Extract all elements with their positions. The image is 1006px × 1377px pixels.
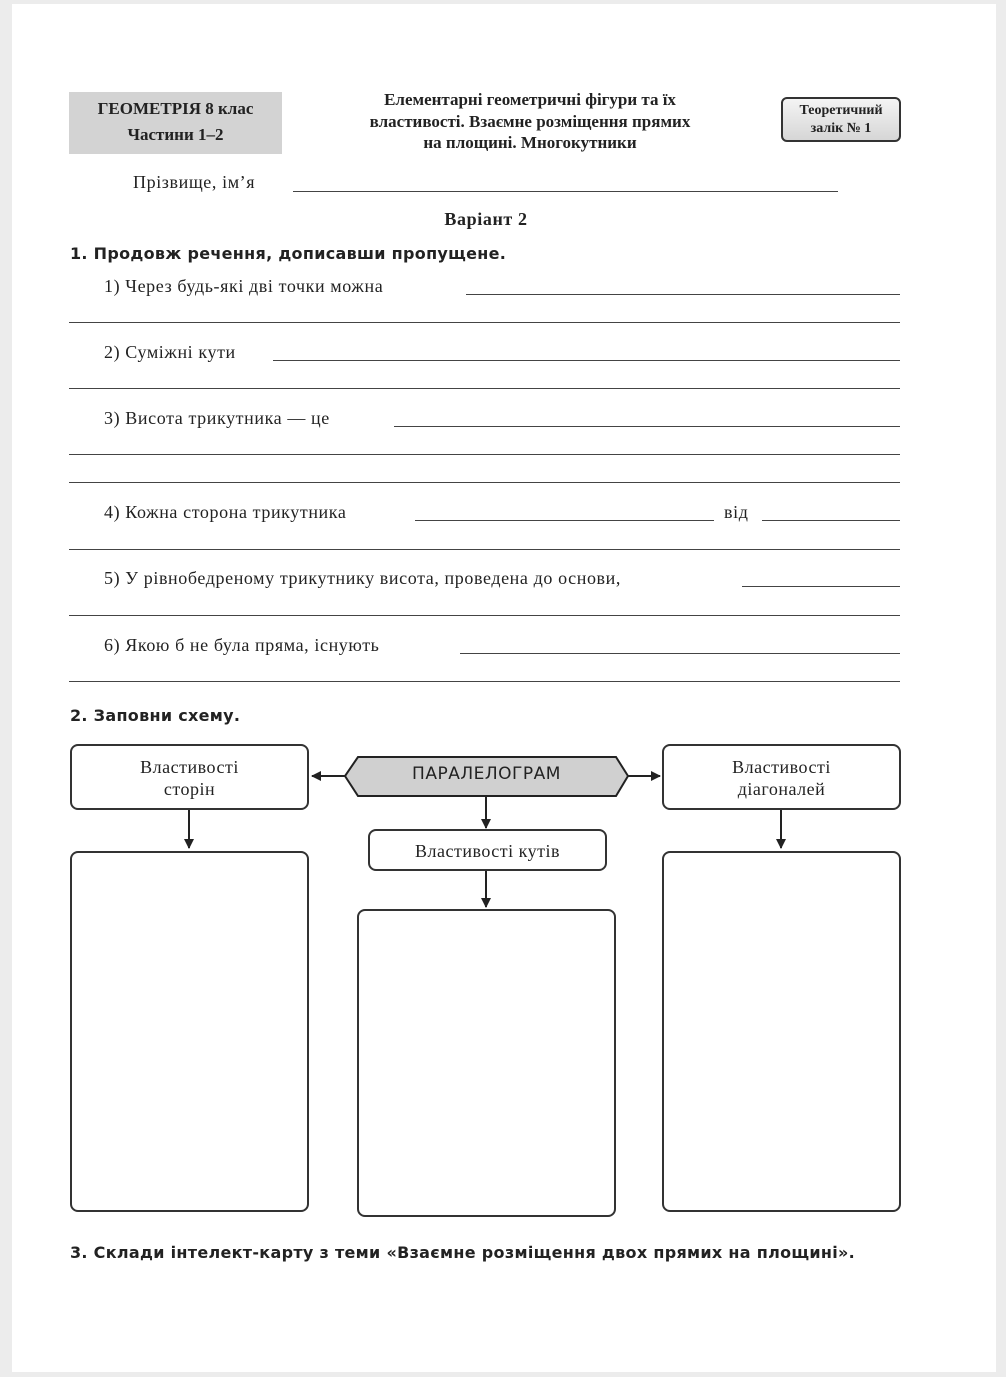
angles-properties-box: [368, 829, 607, 871]
sides-properties-box: [70, 744, 309, 810]
badge-line: залік № 1: [810, 121, 872, 136]
task1-heading: 1. Продовж речення, дописавши пропущене.: [70, 244, 507, 263]
diagonals-properties-box: [662, 744, 901, 810]
box-label: Властивості: [140, 757, 239, 777]
box-label: Властивості кутів: [414, 841, 560, 861]
task2-heading: 2. Заповни схему.: [70, 706, 241, 725]
box-label: діагоналей: [737, 779, 826, 799]
task1-item: 2) Суміжні кути: [104, 342, 236, 362]
box-label: сторін: [163, 779, 216, 799]
task1-item: 4) Кожна сторона трикутника: [104, 502, 347, 522]
task1-item: 5) У рівнобедреному трикутнику висота, проведена до основи,: [104, 568, 621, 588]
task1-item: 1) Через будь-які дві точки можна: [104, 276, 384, 296]
diagonals-answer-box[interactable]: [662, 851, 901, 1212]
name-label: Прізвище, ім’я: [133, 172, 256, 192]
variant-label: Варіант 2: [444, 209, 528, 229]
badge-line: Теоретичний: [799, 103, 883, 118]
angles-answer-box[interactable]: [357, 909, 616, 1217]
item4-from-label: від: [724, 502, 749, 522]
title-line: на площині. Многокутники: [423, 133, 637, 152]
task3-heading: 3. Склади інтелект-карту з теми «Взаємне розміщення двох прямих на площині».: [70, 1243, 856, 1262]
sides-answer-box[interactable]: [70, 851, 309, 1212]
box-label: Властивості: [732, 757, 831, 777]
parallelogram-label: ПАРАЛЕЛОГРАМ: [412, 764, 561, 784]
task1-item: 3) Висота трикутника — це: [104, 408, 330, 428]
task1-item: 6) Якою б не була пряма, існують: [104, 635, 380, 655]
parts-label: Частини 1–2: [127, 125, 224, 144]
title-line: Елементарні геометричні фігури та їх: [384, 90, 676, 109]
subject-label: ГЕОМЕТРІЯ 8 клас: [97, 99, 254, 118]
title-line: властивості. Взаємне розміщення прямих: [369, 111, 691, 131]
